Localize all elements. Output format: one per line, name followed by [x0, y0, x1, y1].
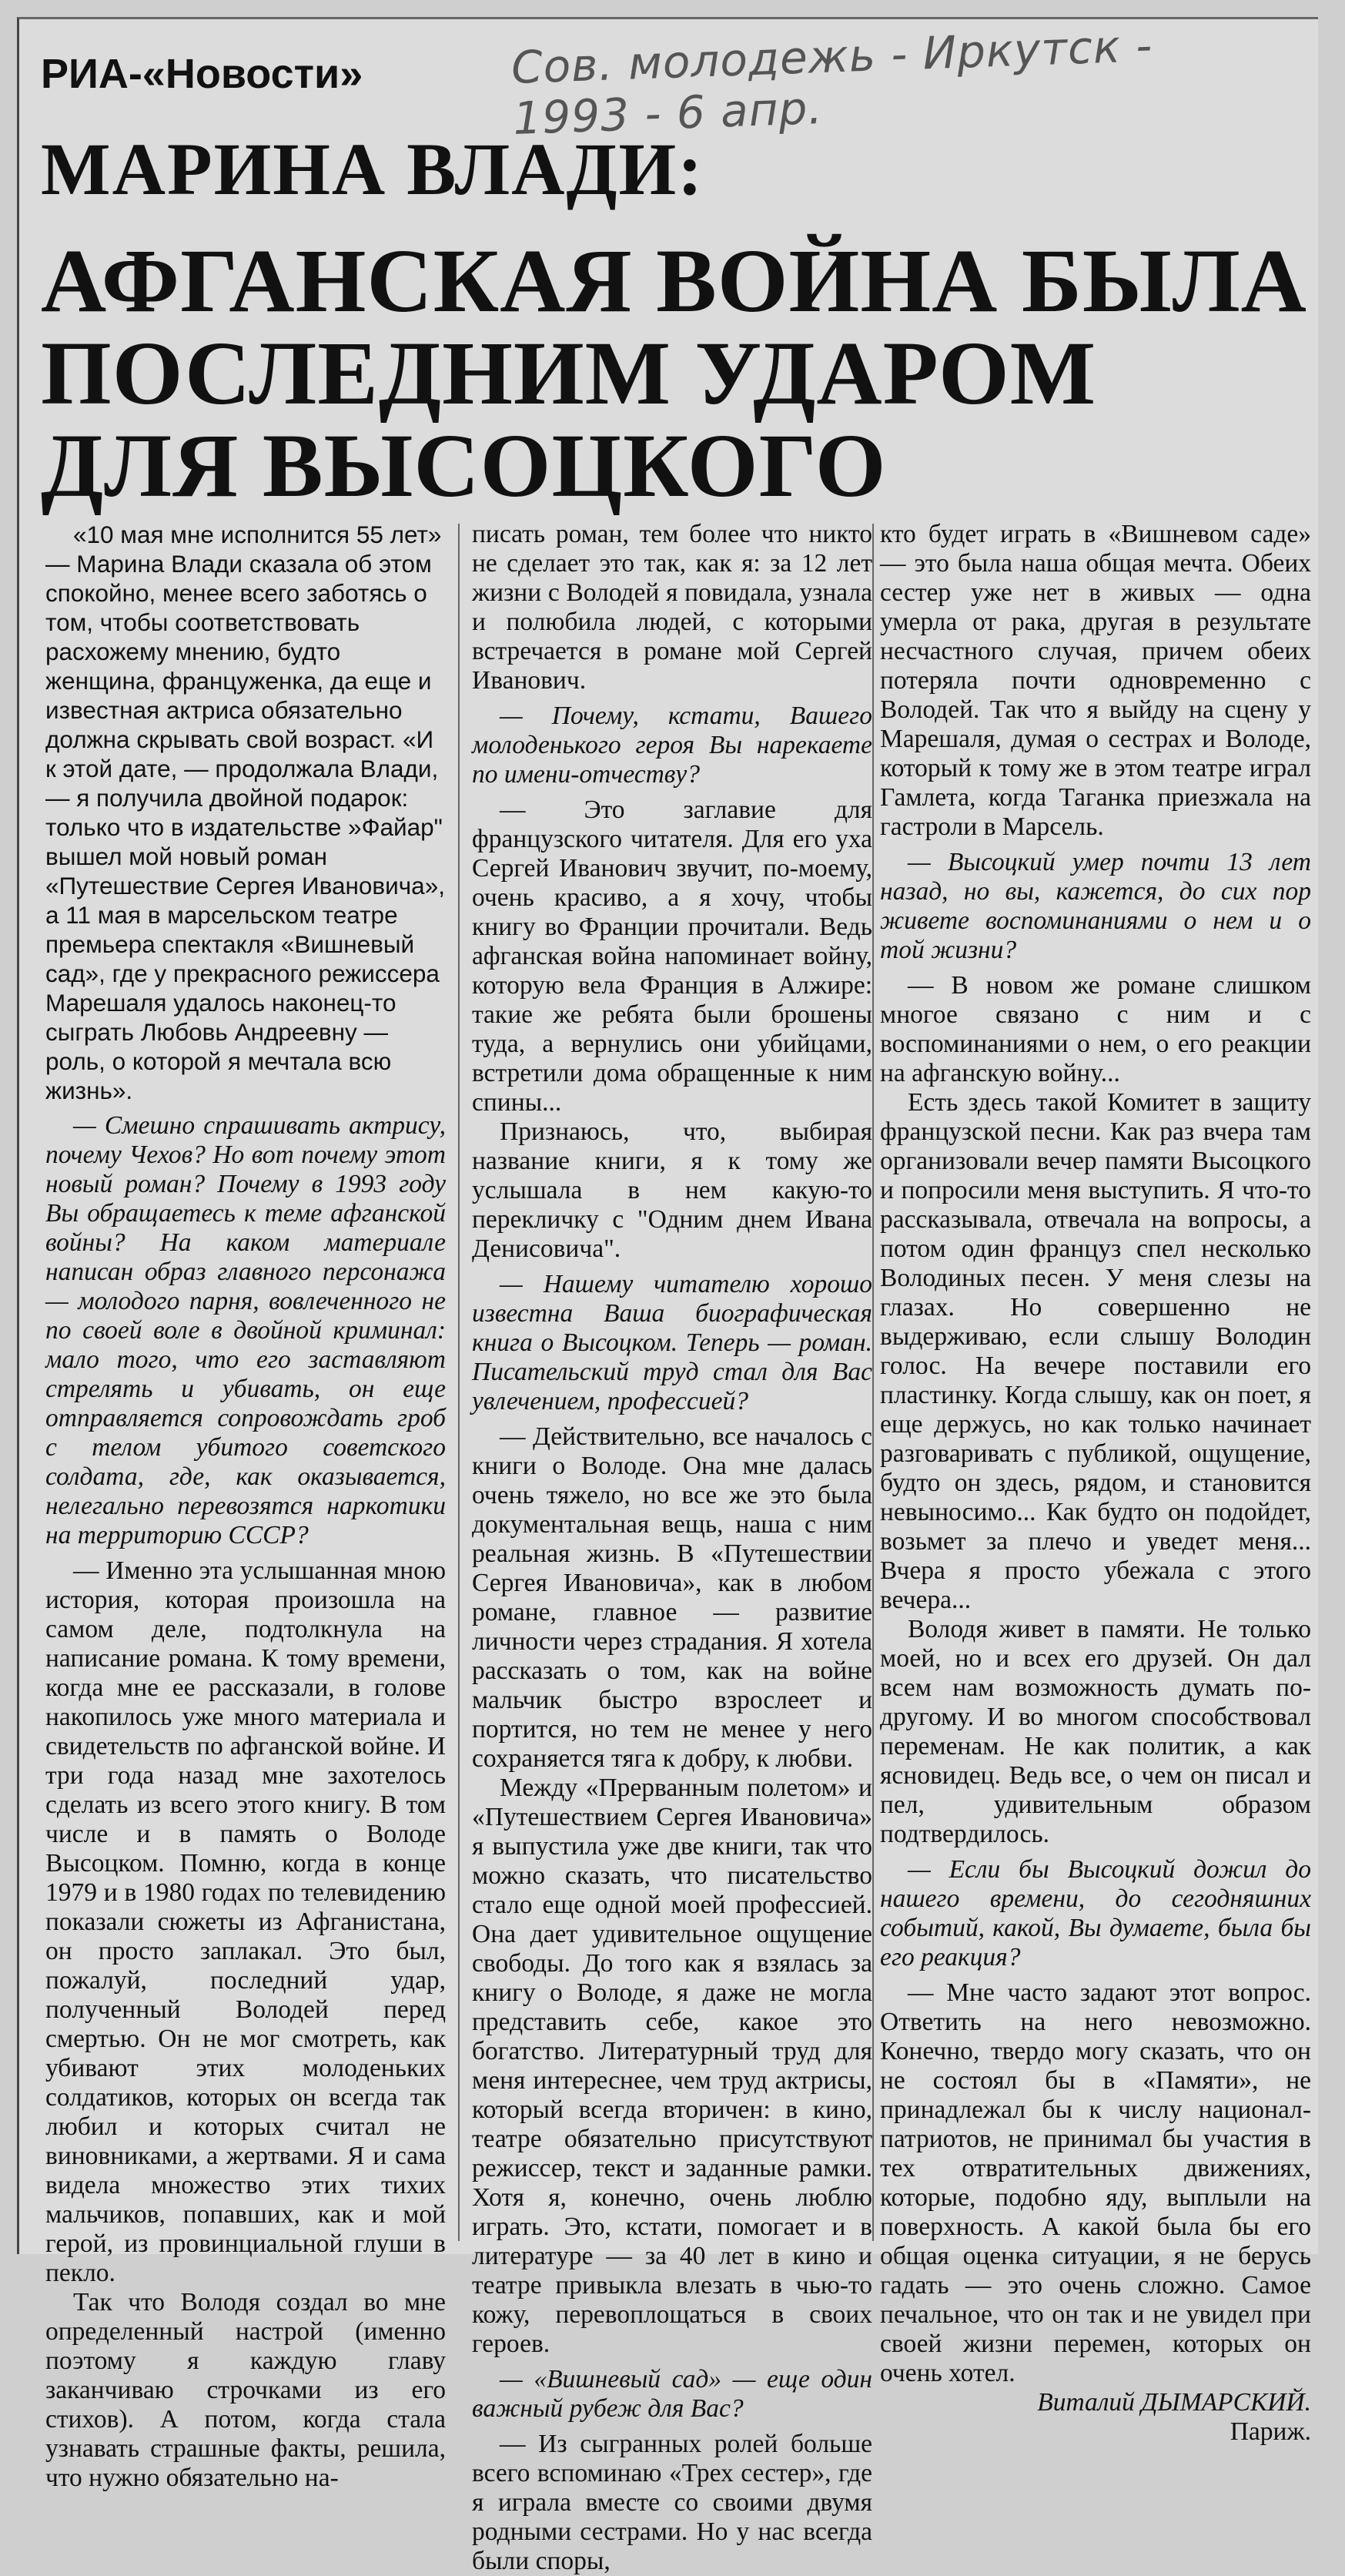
answer-paragraph: — Именно эта услышанная мною история, которая произошла на самом деле, подтолкнула на написание романа. К тому времени, когда мне ее рассказали, в голове накопилось уже много материала и свидетельств по афганской войне. И три года назад мне захотелось сделать из всего этого книгу. В том числе и в память о Володе Высоцком. Помню, когда в конце 1979 и в 1980 годах по телевидению показали сюжеты из Афганистана, он просто заплакал. Это был, пожалуй, последний удар, полученный Володей перед смертью. Он не мог смотреть, как убивают этих молоденьких солдатиков, которых он всегда так любил и которых считал не виновниками, а жертвами. Я и сама видела множество этих тихих мальчиков, попавших, как и мой герой, из провинциальной глуши в пекло. [45, 1556, 446, 2287]
question-paragraph: — Если бы Высоцкий дожил до нашего времени, до сегодняшних событий, какой, Вы думаете, была бы его реакция? [880, 1855, 1311, 1971]
answer-paragraph: Так что Володя создал во мне определенный настрой (именно поэтому я каждую главу заканчиваю строчками из его стихов). А потом, когда стала узнавать страшные факты, решила, что нужно обязательно на- [45, 2288, 446, 2492]
question-paragraph: — Смешно спрашивать актрису, почему Чехов? Но вот почему этот новый роман? Почему в 1993 году Вы обращаетесь к теме афганской войны? На каком материале написан образ главного персонажа — молодого парня, вовлеченного не по своей воле в двойной криминал: мало того, что его заставляют стрелять и убивать, он еще отправляется сопровождать гроб с телом убитого советского солдата, где, как оказывается, нелегально перевозятся наркотики на территорию СССР? [45, 1111, 446, 1549]
question-paragraph: — Нашему читателю хорошо известна Ваша биографическая книга о Высоцком. Теперь — роман. Писательский труд стал для Вас увлечением, профессией? [472, 1270, 872, 1415]
column-divider-2 [872, 524, 874, 2241]
dateline-place: Париж. [1230, 2417, 1311, 2446]
answer-paragraph: Володя живет в памяти. Не только моей, но и всех его друзей. Он дал всем нам возможность думать по-другому. И во многом способствовал переменам. Не как политик, а как ясновидец. Ведь все, о чем он писал и пел, удивительным образом подтвердилось. [880, 1615, 1311, 1848]
answer-paragraph: Есть здесь такой Комитет в защиту французской песни. Как раз вчера там организовали вечер памяти Высоцкого и попросили меня выступить. Я что-то рассказывала, отвечала на вопросы, а потом один француз спел несколько Володиных песен. У меня слезы на глазах. Но совершенно не выдерживаю, если слышу Володин голос. На вечере поставили его пластинку. Когда слышу, как он поет, я еще держусь, но как только начинает разговаривать с публикой, ощущение, будто он здесь, рядом, и становится невыносимо... Как будто он подойдет, возьмет за плечо и уведет меня... Вчера я просто убежала с этого вечера... [880, 1088, 1311, 1614]
column-divider-1 [458, 524, 460, 2241]
article-column-2 [472, 520, 872, 2576]
answer-paragraph: — В новом же романе слишком многое связано с ним и с воспоминаниями о нем, о его реакции на афганскую войну... [880, 971, 1311, 1087]
answer-paragraph: Признаюсь, что, выбирая название книги, я к тому же услышала в нем какую-то перекличку с "Одним днем Ивана Денисовича". [472, 1117, 872, 1263]
headline [41, 230, 1307, 516]
headline-name: МАРИНА ВЛАДИ: [41, 128, 704, 210]
headline-line-1: АФГАНСКАЯ ВОЙНА БЫЛА [41, 230, 1307, 331]
handwritten-note [510, 15, 1307, 144]
headline-line-3: ДЛЯ ВЫСОЦКОГО [41, 415, 887, 516]
answer-paragraph: — Это заглавие для французского читателя. Для его уха Сергей Иванович звучит, по-моему, очень красиво, а я хочу, чтобы книгу во Франции прочитали. Ведь афганская война напоминает войну, которую вела Франция в Алжире: такие же ребята были брошены туда, а вернулись они убийцами, встретили дома обращенные к ним спины... [472, 796, 872, 1117]
answer-paragraph: — Действительно, все началось с книги о Володе. Она мне далась очень тяжело, но все же это была документальная вещь, наша с ним реальная жизнь. В «Путешествии Сергея Ивановича», как в любом романе, главное — развитие личности через страдания. Я хотела рассказать о том, как на войне мальчик быстро взрослеет и портится, но тем не менее у него сохраняется тяга к добру, к любви. [472, 1422, 872, 1773]
newspaper-clipping [17, 17, 1318, 2575]
answer-paragraph: — Мне часто задают этот вопрос. Ответить на него невозможно. Конечно, твердо могу сказать, что он не состоял бы в «Памяти», не принадлежал бы к числу национал-патриотов, не принимал бы участия в тех отвратительных движениях, которые, подобно яду, выплыли на поверхность. А какой была бы его общая оценка ситуации, я не берусь гадать — это очень сложно. Самое печальное, что он так и не увидел при своей жизни перемен, которых он очень хотел. [880, 1978, 1311, 2387]
question-paragraph: — «Вишневый сад» — еще один важный рубеж для Вас? [472, 2365, 872, 2423]
answer-paragraph: писать роман, тем более что никто не сделает это так, как я: за 12 лет жизни с Володей я повидала, узнала и полюбила людей, с которыми встречается в романе мой Сергей Иванович. [472, 520, 872, 695]
answer-paragraph: кто будет играть в «Вишневом саде» — это была наша общая мечта. Обеих сестер уже нет в живых — одна умерла от рака, другая в результате несчастного случая, причем обеих потеряла почти одновременно с Володей. Так что я выйду на сцену у Марешаля, думая о сестрах и Володе, который к тому же в этом театре играл Гамлета, когда Таганка приезжала на гастроли в Марсель. [880, 520, 1311, 841]
article-column-1 [45, 520, 446, 2493]
lead-paragraph: «10 мая мне исполнится 55 лет» — Марина Влади сказала об этом спокойно, менее всего заботясь о том, чтобы соответствовать расхожему мнению, будто женщина, француженка, да еще и известная актриса обязательно должна скрывать свой возраст. «И к этой дате, — продолжала Влади, — я получила двойной подарок: только что в издательстве »Файар" вышел мой новый роман «Путешествие Сергея Ивановича», а 11 мая в марсельском театре премьера спектакля «Вишневый сад», где у прекрасного режиссера Марешаля удалось наконец-то сыграть Любовь Андреевну — роль, о которой я мечтала всю жизнь». [45, 521, 445, 1104]
handwritten-line-1: Сов. молодежь - Иркутск - [510, 18, 1154, 94]
question-paragraph: — Почему, кстати, Вашего молоденького героя Вы нарекаете по имени-отчеству? [472, 702, 872, 789]
headline-line-2: ПОСЛЕДНИМ УДАРОМ [41, 323, 1097, 424]
question-paragraph: — Высоцкий умер почти 13 лет назад, но вы, кажется, до сих пор живете воспоминаниями о нем и о той жизни? [880, 848, 1311, 964]
answer-paragraph: — Из сыгранных ролей больше всего вспоминаю «Трех сестер», где я играла вместе со своими двумя родными сестрами. Но у нас всегда были споры, [472, 2430, 872, 2575]
agency-label: РИА-«Новости» [41, 51, 363, 97]
answer-paragraph: Между «Прерванным полетом» и «Путешествием Сергея Ивановича» я выпустила уже две книги, так что можно сказать, что писательство стало еще одной моей профессией. Она дает удивительное ощущение свободы. До того как я взялась за книгу о Володе, я даже не могла представить себе, какое это богатство. Литературный труд для меня интереснее, чем труд актрисы, который всегда вторичен: в кино, театре обязательно присутствуют режиссер, текст и заданные рамки. Хотя я, конечно, очень люблю играть. Это, кстати, помогает и в литературе — за 40 лет в кино и театре привыкла влезать в чью-то кожу, перевоплощаться в своих героев. [472, 1774, 872, 2358]
author-signature: Виталий ДЫМАРСКИЙ. [1037, 2388, 1311, 2417]
handwritten-line-2: 1993 - 6 апр. [512, 81, 824, 145]
article-column-3 [880, 520, 1311, 2447]
